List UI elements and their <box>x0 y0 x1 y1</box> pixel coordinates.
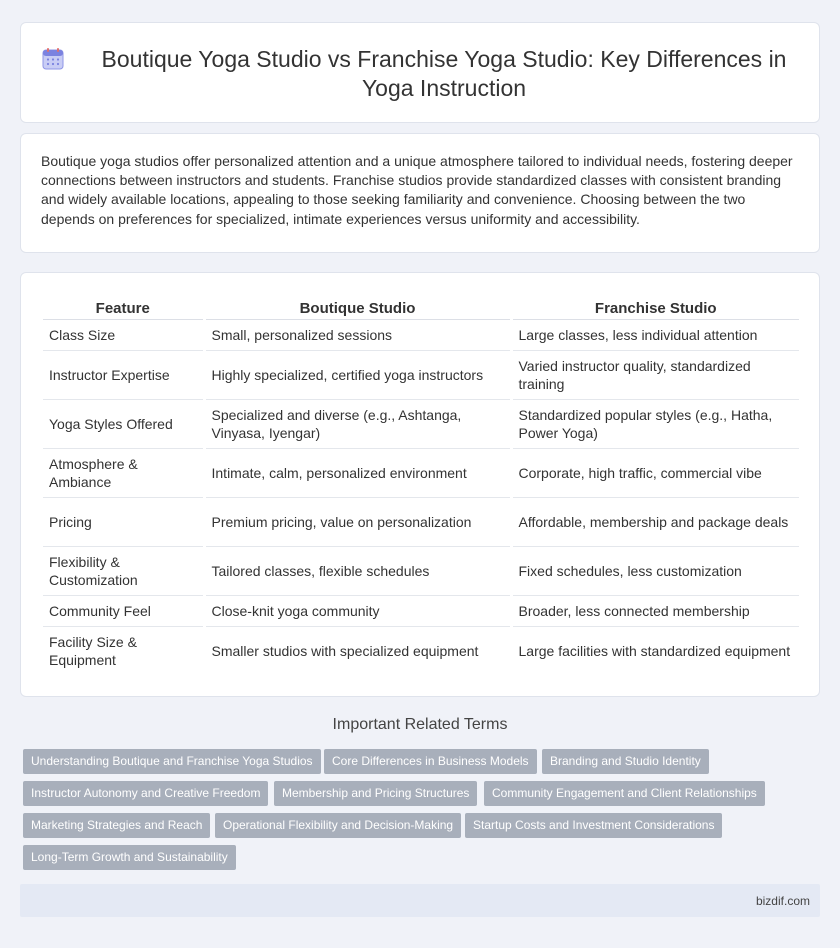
table-row <box>43 595 799 626</box>
footer-bar <box>20 884 820 917</box>
franchise-cell: Affordable, membership and package deals <box>511 497 799 546</box>
related-tag[interactable]: Operational Flexibility and Decision-Making <box>215 813 461 838</box>
franchise-cell: Large facilities with standardized equipment <box>511 626 799 675</box>
feature-cell: Instructor Expertise <box>43 350 204 399</box>
header-boutique: Boutique Studio <box>204 295 511 319</box>
related-tag[interactable]: Community Engagement and Client Relationships <box>484 781 765 806</box>
table-row <box>43 546 799 595</box>
site-name[interactable]: bizdif.com <box>755 894 810 908</box>
related-tag[interactable]: Core Differences in Business Models <box>324 749 537 774</box>
feature-cell: Flexibility & Customization <box>43 546 204 595</box>
table-row <box>43 448 799 497</box>
boutique-cell: Tailored classes, flexible schedules <box>204 546 511 595</box>
related-tag[interactable]: Startup Costs and Investment Considerations <box>465 813 722 838</box>
header-franchise: Franchise Studio <box>511 295 799 319</box>
related-tag[interactable]: Branding and Studio Identity <box>542 749 709 774</box>
table-row <box>43 626 799 675</box>
feature-cell: Yoga Styles Offered <box>43 399 204 448</box>
table-row <box>43 350 799 399</box>
related-tag[interactable]: Membership and Pricing Structures <box>274 781 477 806</box>
page-title: Boutique Yoga Studio vs Franchise Yoga Studio: Key Differences in Yoga Instruction <box>101 46 787 101</box>
title-card <box>20 22 820 123</box>
related-tag[interactable]: Instructor Autonomy and Creative Freedom <box>23 781 268 806</box>
boutique-cell: Highly specialized, certified yoga instructors <box>204 350 511 399</box>
comparison-card <box>20 272 820 697</box>
boutique-cell: Small, personalized sessions <box>204 319 511 350</box>
franchise-cell: Broader, less connected membership <box>511 595 799 626</box>
franchise-cell: Corporate, high traffic, commercial vibe <box>511 448 799 497</box>
feature-cell: Facility Size & Equipment <box>49 633 137 668</box>
table-row <box>43 497 799 546</box>
related-tag[interactable]: Understanding Boutique and Franchise Yoga Studios <box>23 749 321 774</box>
franchise-cell: Large classes, less individual attention <box>511 319 799 350</box>
boutique-cell: Specialized and diverse (e.g., Ashtanga, Vinyasa, Iyengar) <box>204 399 511 448</box>
table-row <box>43 399 799 448</box>
related-tag[interactable]: Long-Term Growth and Sustainability <box>23 845 236 870</box>
header-feature: Feature <box>43 295 204 319</box>
feature-cell: Atmosphere & Ambiance <box>43 448 204 497</box>
boutique-cell: Smaller studios with specialized equipment <box>204 626 511 675</box>
franchise-cell: Varied instructor quality, standardized training <box>511 350 799 399</box>
comparison-table <box>43 295 799 675</box>
feature-cell: Class Size <box>43 319 204 350</box>
intro-card <box>20 133 820 253</box>
franchise-cell: Fixed schedules, less customization <box>511 546 799 595</box>
related-tag[interactable]: Marketing Strategies and Reach <box>23 813 210 838</box>
feature-cell: Community Feel <box>43 595 204 626</box>
boutique-cell: Premium pricing, value on personalization <box>204 497 511 546</box>
boutique-cell: Close-knit yoga community <box>204 595 511 626</box>
table-header-row <box>43 295 799 319</box>
calendar-icon <box>41 47 65 71</box>
table-row <box>43 319 799 350</box>
related-terms-heading: Important Related Terms <box>332 716 508 733</box>
franchise-cell: Standardized popular styles (e.g., Hatha, Power Yoga) <box>511 399 799 448</box>
boutique-cell: Intimate, calm, personalized environment <box>204 448 511 497</box>
feature-cell: Pricing <box>43 497 204 546</box>
intro-paragraph: Boutique yoga studios offer personalized attention and a unique atmosphere tailored to individual needs, fostering deeper connections between instructors and students. Franchise studios provide standardized classes with consistent branding and widely available locations, appealing to those seeking familiarity and convenience. Choosing between the two depends on preferences for specialized, intimate experiences versus uniformity and accessibility. <box>41 153 793 227</box>
